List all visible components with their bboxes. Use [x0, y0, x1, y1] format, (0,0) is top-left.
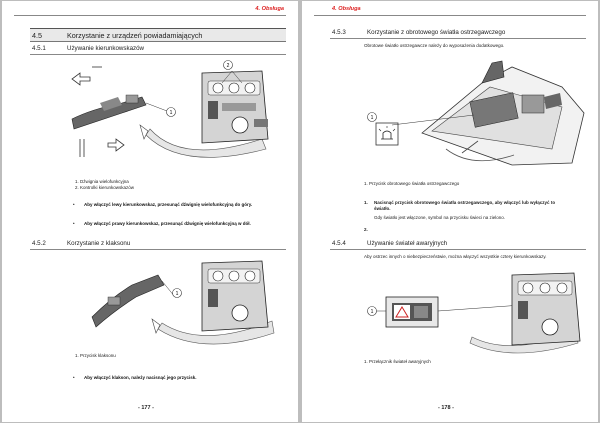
subsection-heading-1 — [330, 28, 586, 39]
subsection-number: 4.5.1 — [32, 45, 46, 52]
section-title: Korzystanie z urządzeń powiadamiających — [67, 31, 203, 40]
dashboard-panel — [202, 71, 268, 143]
callout-2-label: 2 — [226, 63, 230, 69]
subsection-number: 4.5.3 — [332, 29, 346, 36]
subsection-title: Używanie kierunkowskazów — [67, 45, 145, 52]
intro-text: Aby ostrzec innych o niebezpieczeństwie, można włączyć wszystkie cztery kierunkowskazy. — [364, 254, 547, 259]
list-item: 1. Przycisk obrotowego światła ostrzegawczego — [364, 181, 460, 186]
page-number: - 177 - — [138, 405, 154, 411]
header-rule — [314, 15, 586, 16]
subsection-number: 4.5.2 — [32, 240, 46, 247]
subsection-heading-1 — [30, 44, 286, 55]
subsection-title: Korzystanie z obrotowego światła ostrzegawczego — [367, 29, 506, 36]
list-item: 1. Przełącznik świateł awaryjnych — [364, 359, 431, 364]
step-text: Nacisnąć przycisk obrotowego światła ostrzegawczego, aby włączyć lub wyłączyć to światło. — [374, 200, 556, 211]
turn-signal-figure — [62, 59, 277, 171]
horn-figure — [62, 257, 277, 347]
intro-text: Obrotowe światło ostrzegawcze należy do wyposażenia dodatkowego. — [364, 43, 505, 48]
list-item: 1. Przycisk klaksonu — [75, 353, 116, 358]
step-number: 2. — [364, 227, 368, 232]
right-page — [302, 1, 598, 422]
callout-1-label: 1 — [169, 110, 173, 116]
multifunction-lever — [72, 95, 146, 129]
header-rule — [14, 15, 286, 16]
subsection-heading-2 — [330, 239, 586, 250]
subsection-heading-2 — [30, 239, 286, 250]
bullet-item: • Aby włączyć lewy kierunkowskaz, przesunąć dźwignię wielofunkcyjną do góry. — [73, 202, 253, 207]
callout-1-label: 1 — [370, 309, 374, 315]
bullet-text: Aby włączyć klakson, należy nacisnąć jego przycisk. — [84, 375, 197, 380]
page-number: - 178 - — [438, 405, 454, 411]
chapter-header: 4. Obsługa — [332, 6, 361, 12]
bullet-text: Aby włączyć prawy kierunkowskaz, przesunąć dźwignię wielofunkcyjną w dół. — [84, 221, 251, 226]
callout-1-label: 1 — [175, 291, 179, 297]
callout-1-label: 1 — [370, 115, 374, 121]
beacon-figure — [362, 53, 592, 175]
subsection-title: Korzystanie z klaksonu — [67, 240, 131, 247]
bullet-text: Aby włączyć lewy kierunkowskaz, przesunąć dźwignię wielofunkcyjną do góry. — [84, 202, 253, 207]
section-heading — [30, 28, 286, 42]
subsection-title: Używanie świateł awaryjnych — [367, 240, 448, 247]
chapter-header: 4. Obsługa — [255, 6, 284, 12]
left-page — [2, 1, 298, 422]
section-number: 4.5 — [32, 31, 42, 40]
bullet-item: • Aby włączyć prawy kierunkowskaz, przesunąć dźwignię wielofunkcyjną w dół. — [73, 221, 251, 226]
list-item: 1. Dźwignia wielofunkcyjna — [75, 179, 129, 184]
list-item: 2. Kontrolki kierunkowskazów — [75, 185, 135, 190]
hazard-figure — [362, 271, 592, 357]
bullet-item: • Aby włączyć klakson, należy nacisnąć jego przycisk. — [73, 375, 197, 380]
step-note: Gdy światło jest włączone, symbol na przycisku świeci na zielono. — [374, 215, 506, 220]
step-number: 1. — [364, 200, 368, 205]
subsection-number: 4.5.4 — [332, 240, 346, 247]
